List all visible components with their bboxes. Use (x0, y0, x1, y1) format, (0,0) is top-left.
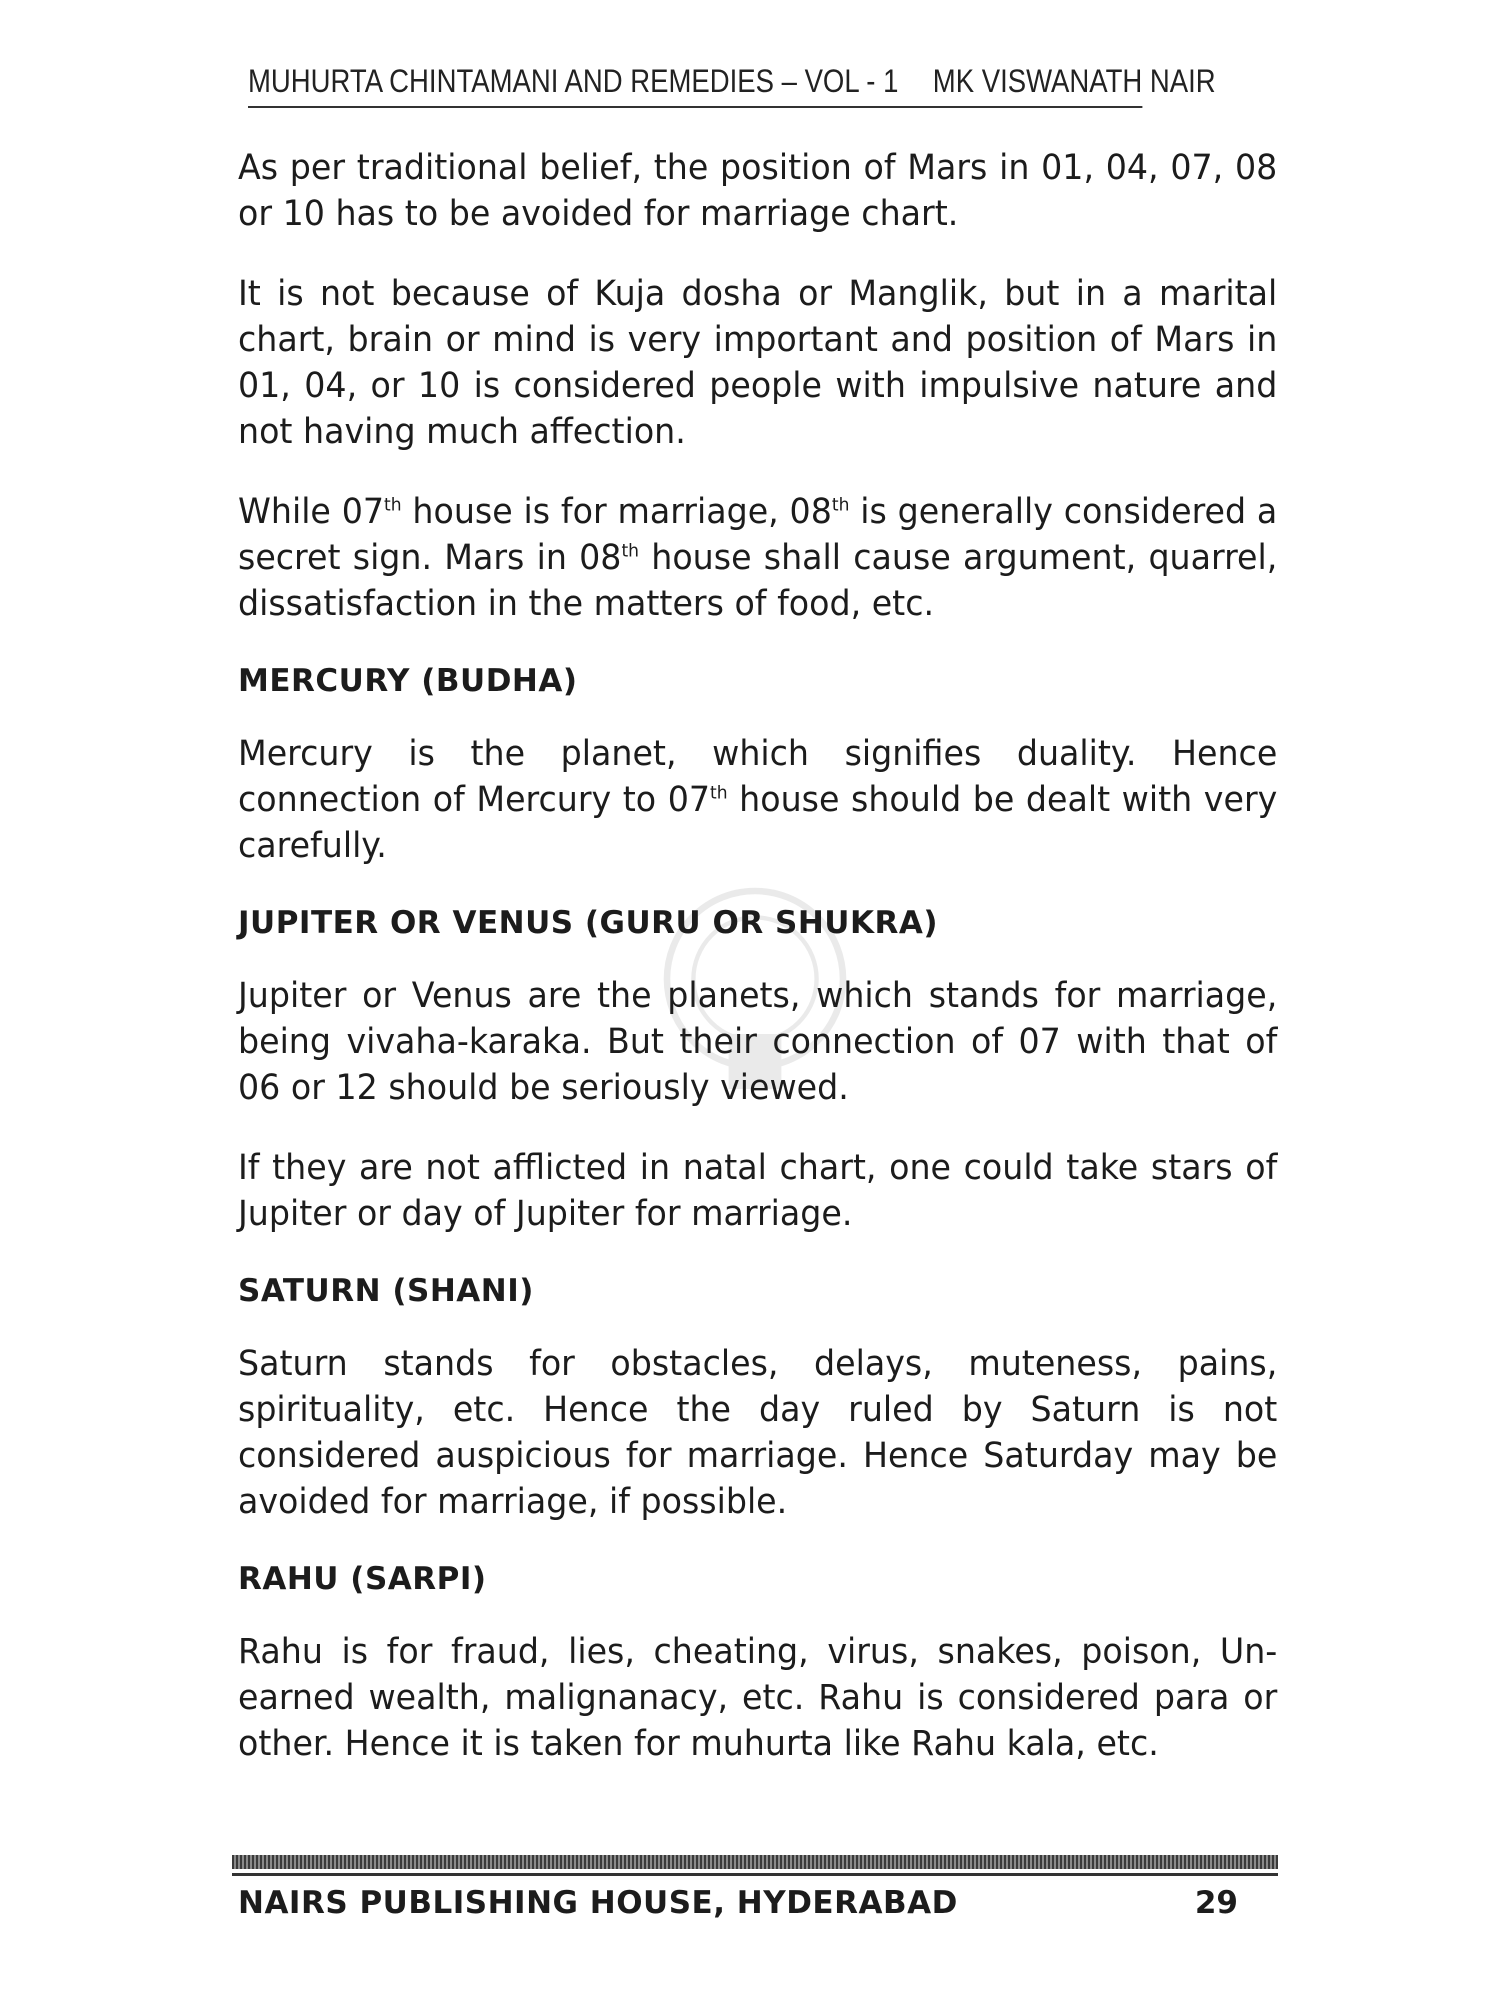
heading-saturn: SATURN (SHANI) (238, 1273, 534, 1309)
paragraph-mars-positions: As per traditional belief, the position of Mars in 01, 04, 07, 08 or 10 has to be avoided for marriage chart. (238, 148, 1278, 234)
text-fragment: While 07 (238, 492, 385, 532)
heading-rahu: RAHU (SARPI) (238, 1561, 487, 1597)
paragraph-jupiter-natal: If they are not afflicted in natal chart, one could take stars of Jupiter or day of Jupiter for marriage. (238, 1148, 1278, 1234)
ordinal-suffix: th (621, 540, 640, 562)
heading-jupiter-venus: JUPITER OR VENUS (GURU OR SHUKRA) (238, 905, 938, 941)
footer-rule-thin (232, 1873, 1278, 1876)
heading-mercury: MERCURY (BUDHA) (238, 663, 578, 699)
paragraph-saturn: Saturn stands for obstacles, delays, muteness, pains, spirituality, etc. Hence the day ruled by Saturn is not considered auspicious for marriage. Hence Saturday may be avoided for marriage, if possible. (238, 1344, 1278, 1522)
page-number: 29 (1194, 1885, 1238, 1921)
paragraph-jupiter-venus: Jupiter or Venus are the planets, which stands for marriage, being vivaha-karaka. But their connection of 07 with that of 06 or 12 should be seriously viewed. (238, 976, 1278, 1108)
book-title: MUHURTA CHINTAMANI AND REMEDIES – VOL - 1 (248, 63, 899, 99)
paragraph-mercury (238, 731, 1277, 869)
text-fragment: house shall cause argument, quarrel, dissatisfaction in the matters of food, etc. (238, 538, 1278, 624)
paragraph-kuja-dosha: It is not because of Kuja dosha or Manglik, but in a marital chart, brain or mind is very important and position of Mars in 01, 04, or 10 is considered people with impulsive nature and not having much affection. (238, 274, 1278, 452)
running-footer (238, 1880, 1238, 1926)
publisher-name: NAIRS PUBLISHING HOUSE, HYDERABAD (238, 1885, 958, 1921)
paragraph-rahu: Rahu is for fraud, lies, cheating, virus, snakes, poison, Un-earned wealth, malignanacy, etc. Rahu is considered para or other. Hence it is taken for muhurta like Rahu kala, etc. (238, 1632, 1278, 1764)
page-content (238, 145, 1278, 1801)
paragraph-seventh-eighth-house (238, 489, 1277, 627)
author-name: MK VISWANATH NAIR (932, 63, 1216, 99)
running-header (248, 56, 1216, 108)
text-fragment: is generally considered a secret sign. Mars in 08 (238, 492, 1278, 578)
text-fragment: house is for marriage, 08 (401, 492, 832, 532)
text-fragment: Mercury is the planet, which signifies duality. Hence connection of Mercury to 07 (238, 734, 1278, 820)
footer-rule (232, 1855, 1278, 1869)
text-fragment: house should be dealt with very carefully. (238, 780, 1278, 866)
ordinal-suffix: th (710, 782, 728, 804)
ordinal-suffix: th (831, 494, 850, 516)
ordinal-suffix: th (384, 494, 402, 516)
